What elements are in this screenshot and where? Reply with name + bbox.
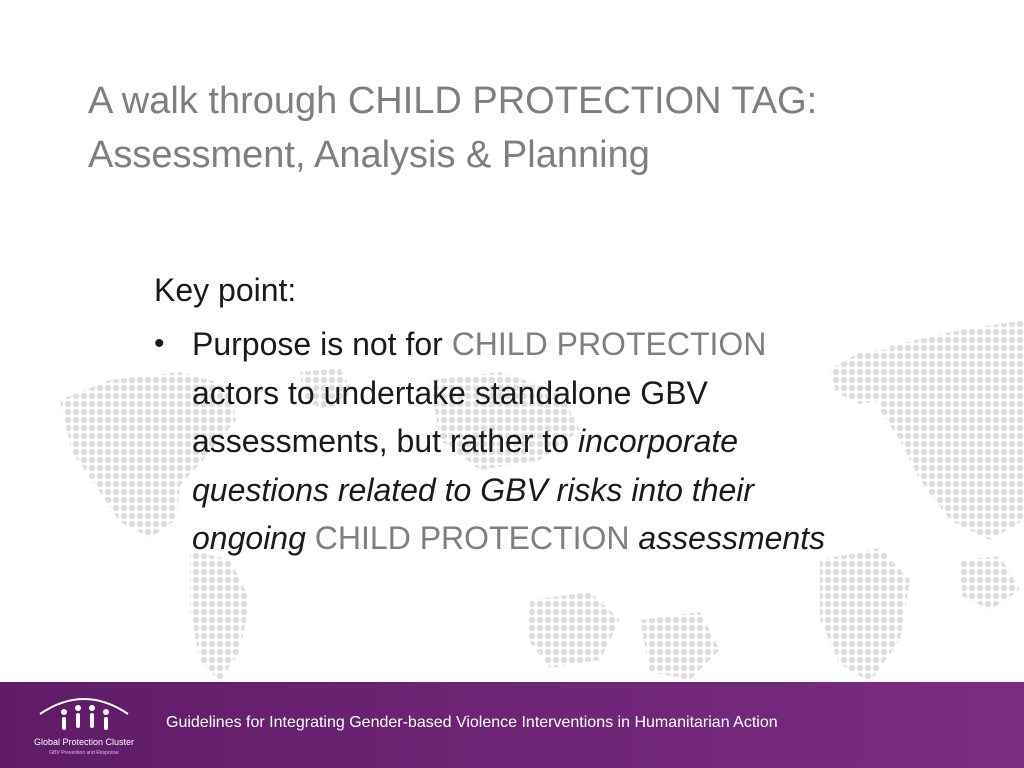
bullet-accent-1: CHILD PROTECTION [451,326,767,362]
title-line-2: Assessment, Analysis & Planning [88,134,650,176]
bullet-text-2: actors to undertake standalone GBV assessments, but rather to [192,374,708,459]
bullet-icon: • [154,327,165,360]
slide-body [154,266,844,563]
footer-text: Guidelines for Integrating Gender-based Violence Interventions in Humanitarian Action [166,714,778,731]
bullet-emphasis-1: incorporate questions related to GBV risks into their ongoing [192,423,755,556]
key-point-label: Key point: [154,272,297,308]
bullet-text-1: Purpose is not for [192,326,452,362]
logo-name: Global Protection Cluster [33,737,135,747]
logo-subtitle: GBV Prevention and Response [49,750,119,756]
title-line-1: A walk through CHILD PROTECTION TAG: [88,80,818,122]
footer-bar [0,682,1024,768]
global-protection-cluster-logo [26,690,142,764]
bullet-item [154,320,844,563]
bullet-emphasis-2: assessments [638,520,826,556]
slide-title [88,74,948,182]
people-arc-icon [26,690,142,736]
bullet-accent-2: CHILD PROTECTION [305,520,639,556]
